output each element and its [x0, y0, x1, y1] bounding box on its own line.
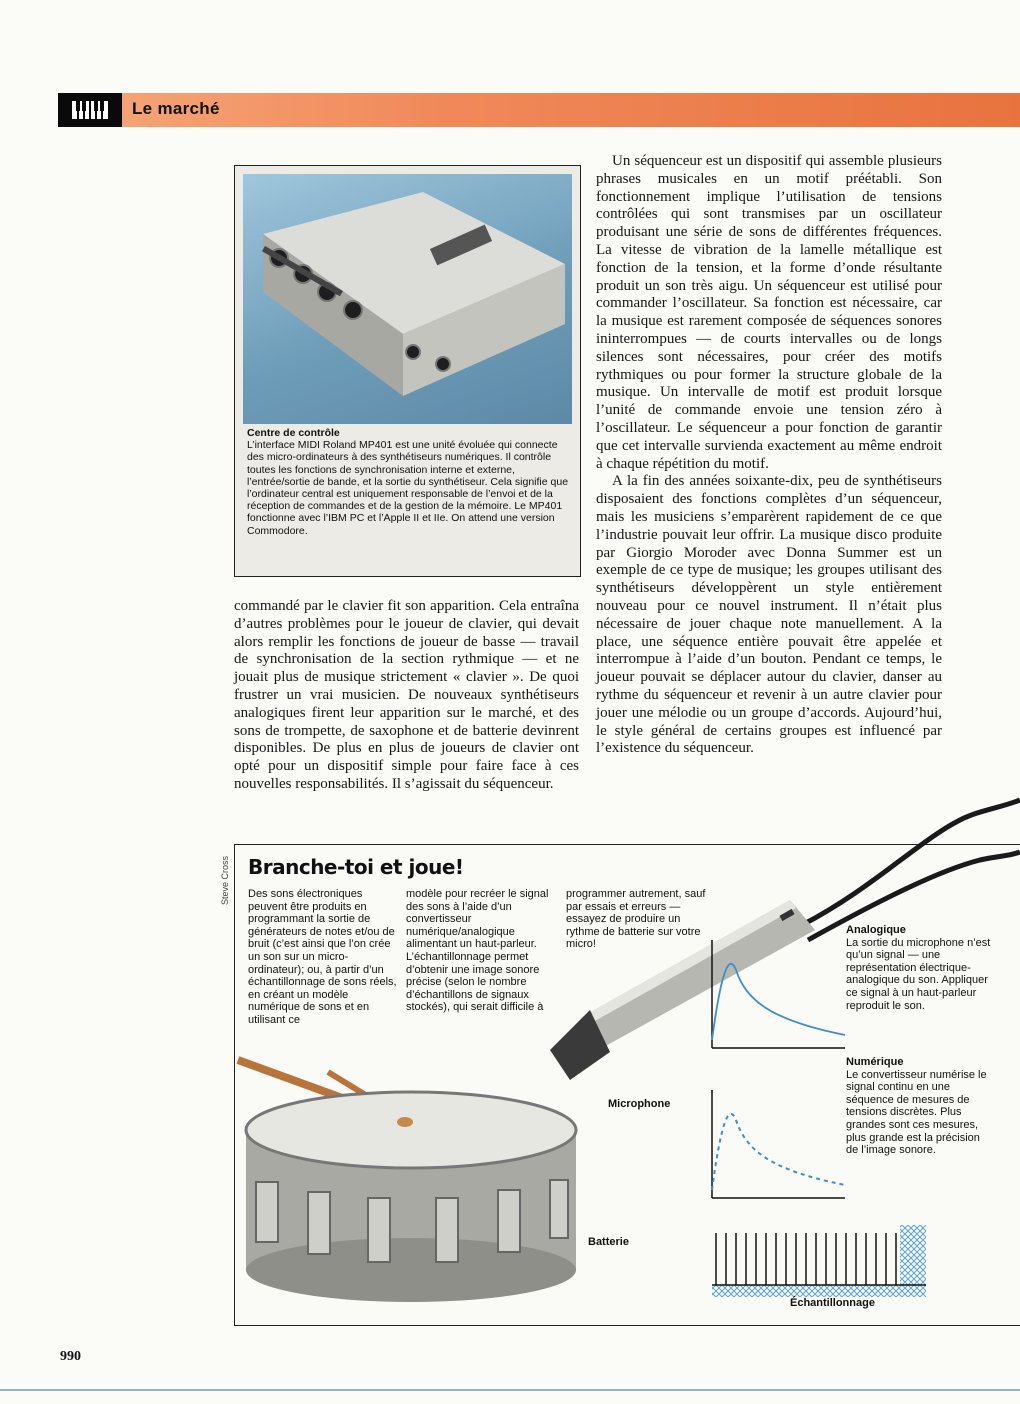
article-paragraph: commandé par le clavier fit son apparition. Cela entraîna d’autres problèmes pour le joueur de clavier, qui devait alors remplir les fonctions de joueur de basse — travail de synchronisation de la section rythmique — et ne jouait plus de musique strictement « clavier ». De quoi frustrer un vrai musicien. De nouveaux synthétiseurs analogiques firent leur apparition sur le marché, et des sons de trompette, de saxophone et de batterie devinrent disponibles. De plus en plus de joueurs de clavier ont opté pour un dispositif simple pour faire face à ces nouvelles responsabilités. Il s’agissait du séquenceur. — [234, 598, 579, 792]
box-title: Branche-toi et joue! — [248, 855, 464, 879]
bottom-rule — [0, 1389, 1020, 1391]
analog-description — [846, 924, 991, 1012]
keyboard-logo-icon — [58, 93, 122, 127]
drum-illustration — [238, 1060, 598, 1320]
section-title: Le marché — [132, 99, 220, 118]
drum-label: Batterie — [588, 1236, 629, 1248]
article-paragraph: A la fin des années soixante-dix, peu de synthétiseurs disposaient des fonctions complètes d’un séquenceur, mais les musiciens s’emparèrent rapidement de ce que l’industrie pouvait leur offrir. La musique disco produite par Giorgio Moroder avec Donna Summer est un exemple de ce type de musique; les groupes utilisant des synthétiseurs développèrent un style entièrement nouveau pour ce nouvel instrument. Il n’était plus nécessaire de jouer chaque note manuellement. A la place, une séquence entière pouvait être appelée et interrompue à l’aide d’un bouton. Pendant ce temps, le joueur pouvait se déplacer autour du clavier, danser au rythme du séquenceur et revenir à un autre clavier pour jouer une mélodie ou un groupe d’accords. Aujourd’hui, le style général de certains groupes est influencé par l’existence du séquenceur. — [596, 473, 942, 757]
photo-caption — [247, 427, 573, 537]
digital-signal-graph — [710, 1090, 845, 1200]
photo-credit: Steve Cross — [220, 855, 230, 905]
sampling-label: Échantillonnage — [790, 1297, 875, 1309]
microphone-label: Microphone — [608, 1098, 671, 1110]
article-paragraph: Un séquenceur est un dispositif qui assemble plusieurs phrases musicales en un motif préétabli. Son fonctionnement implique l’utilisation de tensions contrôlées qui sont transmises par un oscillateur produisant une série de sons de différentes fréquences. La vitesse de vibration de la lamelle métallique est fonction de la tension, et la forme d’onde résultante produit un son très aigu. Un séquenceur est utilisé pour commander l’oscillateur. Sa fonction est nécessaire, car la musique est rarement composée de séquences sonores ininterrompues — de courts intervalles ou de longs silences sont nécessaires, pour créer des motifs rythmiques ou pour former la structure globale de la musique. Un intervalle de motif est produit lorsque l’unité de commande envoie une tension zéro à l’oscillateur. Le séquenceur a pour fonction de garantir que cet intervalle survienda exactement au même endroit à chaque répétition du motif. — [596, 153, 942, 472]
caption-body: L’interface MIDI Roland MP401 est une unité évoluée qui connecte des micro-ordinateurs à des synthétiseurs numériques. Il contrôle toutes les fonctions de synchronisation interne et externe, l’entrée/sortie de bande, et la sortie du synthétiseur. Cela signifie que l’ordinateur central est uniquement responsable de l’envoi et de la réception de commandes et de la gestion de la mémoire. Le MP401 fonctionne avec l’IBM PC et l’Apple II et IIe. On attend une version Commodore. — [247, 439, 569, 537]
digital-text: Le convertisseur numérise le signal continu en une séquence de mesures de tensions discrètes. Plus grandes sont ces mesures, plus grande est la précision de l’image sonore. — [846, 1068, 987, 1157]
box-text-column-1: Des sons électroniques peuvent être produits en programmant la sortie de générateurs de notes et/ou de bruit (c’est ainsi que l’on crée un son sur un micro-ordinateur); ou, à partir d’un échantillonnage de sons réels, en créant un modèle numérique de sons et en utilisant ce — [248, 888, 397, 1026]
photo-figure — [234, 165, 581, 577]
article-left-column — [234, 598, 579, 794]
box-text-column-2: modèle pour recréer le signal des sons à l’aide d’un convertisseur numérique/analogique alimentant un haut-parleur. L’échantillonnage permet d’obtenir une image sonore précise (selon le nombre d’échantillons de signaux stockés), qui serait difficile à — [406, 888, 549, 1014]
page-number: 990 — [60, 1349, 81, 1364]
digital-description — [846, 1056, 991, 1157]
box-text-column-3: programmer autrement, sauf par essais et erreurs — essayez de produire un rythme de batterie sur votre micro! — [566, 888, 706, 951]
analog-text: La sortie du microphone n’est qu’un signal — une représentation électrique-analogique du son. Appliquer ce signal à un haut-parleur reproduit le son. — [846, 936, 991, 1012]
article-right-column — [596, 153, 942, 758]
analog-signal-graph — [710, 940, 845, 1050]
digital-title: Numérique — [846, 1056, 904, 1068]
sampling-graph — [710, 1225, 930, 1300]
analog-title: Analogique — [846, 924, 906, 936]
midi-interface-photo — [243, 174, 572, 424]
caption-title: Centre de contrôle — [247, 427, 340, 439]
